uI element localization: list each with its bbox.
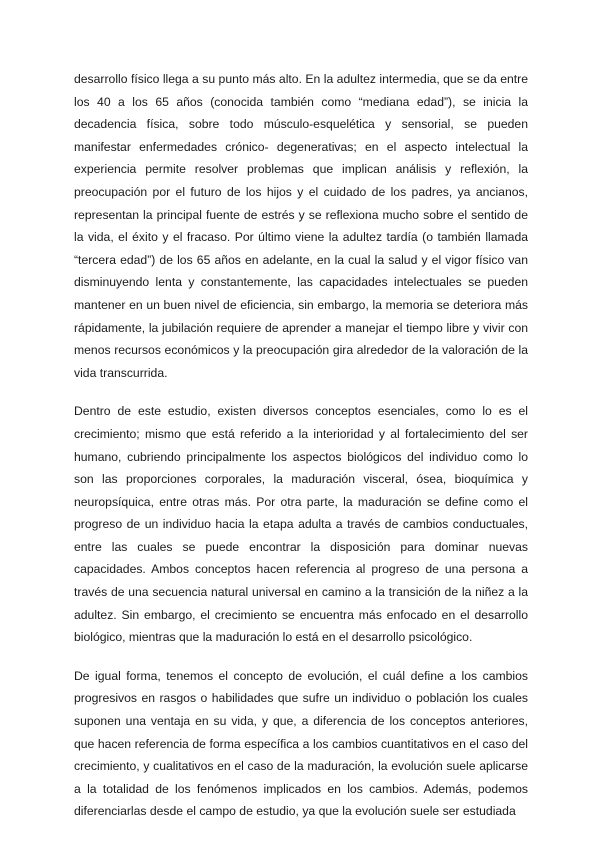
paragraph-crecimiento-maduracion: Dentro de este estudio, existen diversos conceptos esenciales, como lo es el crecimiento; mismo que está referido a la interioridad y al fortalecimiento del ser humano, cubriendo principalmente los aspectos biológicos del individuo como lo son las proporciones corporales, la maduración visceral, ósea, bioquímica y neuropsíquica, entre otras más. Por otra parte, la maduración se define como el progreso de un individuo hacia la etapa adulta a través de cambios conductuales, entre las cuales se puede encontrar la disposición para dominar nuevas capacidades. Ambos conceptos hacen referencia al progreso de una persona a través de una secuencia natural universal en camino a la transición de la niñez a la adultez. Sin embargo, el crecimiento se encuentra más enfocado en el desarrollo biológico, mientras que la maduración lo está en el desarrollo psicológico. — [74, 404, 528, 645]
body-text — [74, 68, 528, 839]
paragraph-evolucion: De igual forma, tenemos el concepto de evolución, el cuál define a los cambios progresivos en rasgos o habilidades que sufre un individuo o población los cuales suponen una ventaja en su vida, y que, a diferencia de los conceptos anteriores, que hacen referencia de forma específica a los cambios cuantitativos en el caso del crecimiento, y cualitativos en el caso de la maduración, la evolución suele aplicarse a la totalidad de los fenómenos implicados en los cambios. Además, podemos diferenciarlas desde el campo de estudio, ya que la evolución suele ser estudiada — [74, 668, 528, 819]
paragraph-adultez: desarrollo físico llega a su punto más alto. En la adultez intermedia, que se da entre los 40 a los 65 años (conocida también como “mediana edad”), se inicia la decadencia física, sobre todo músculo-esquelética y sensorial, se pueden manifestar enfermedades crónico- degenerativas; en el aspecto intelectual la experiencia permite resolver problemas que implican análisis y reflexión, la preocupación por el futuro de los hijos y el cuidado de los padres, ya ancianos, representan la principal fuente de estrés y se reflexiona mucho sobre el sentido de la vida, el éxito y el fracaso. Por último viene la adultez tardía (o también llamada “tercera edad”) de los 65 años en adelante, en la cual la salud y el vigor físico van disminuyendo lenta y constantemente, las capacidades intelectuales se pueden mantener en un buen nivel de eficiencia, sin embargo, la memoria se deteriora más rápidamente, la jubilación requiere de aprender a manejar el tiempo libre y vivir con menos recursos económicos y la preocupación gira alrededor de la valoración de la vida transcurrida. — [74, 72, 528, 380]
